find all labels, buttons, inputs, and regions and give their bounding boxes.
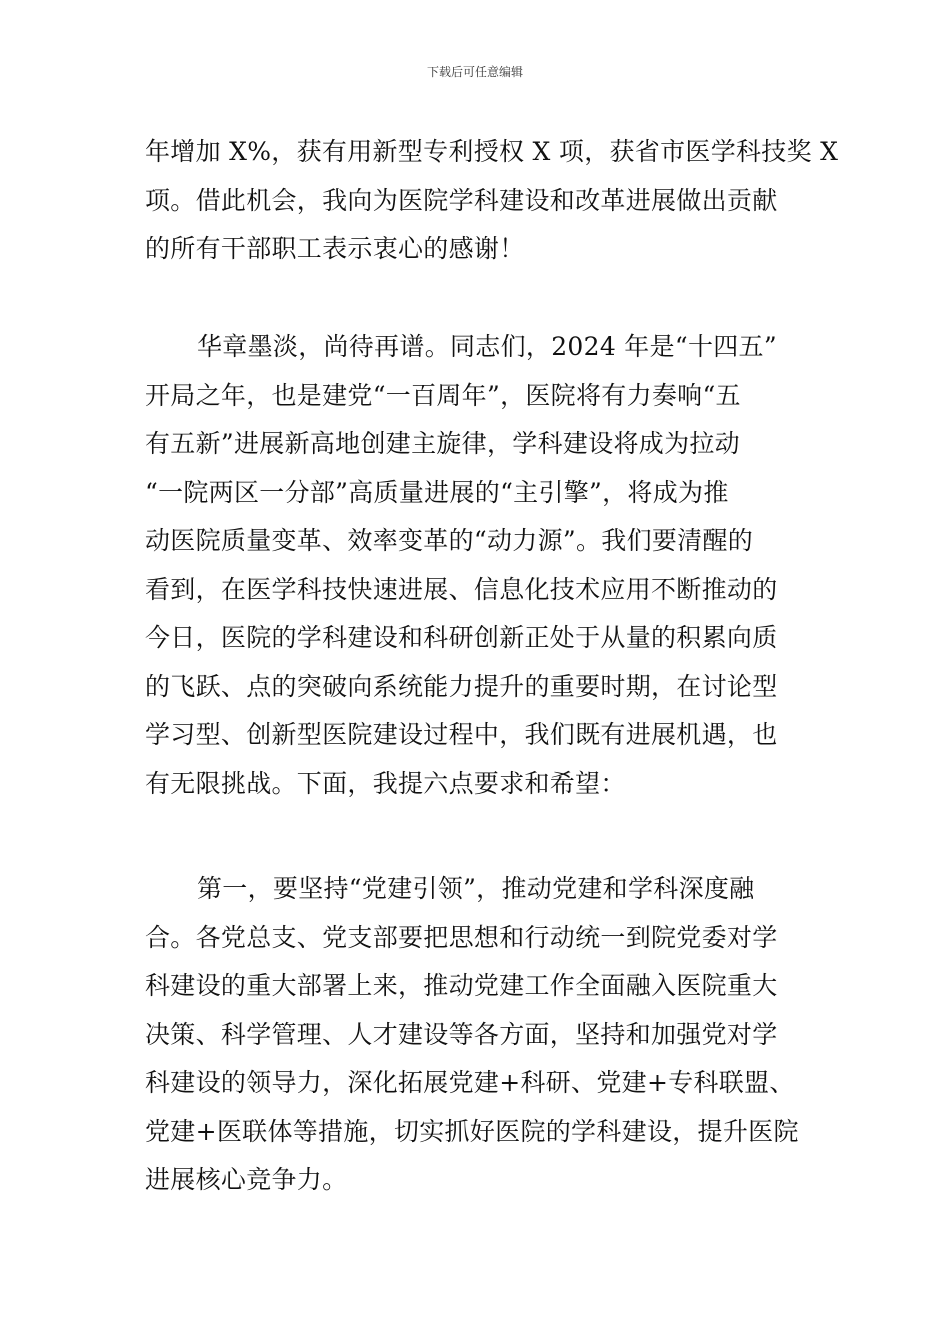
text-line: 党建+医联体等措施，切实抓好医院的学科建设，提升医院 — [145, 1116, 799, 1146]
text-line: 有五新”进展新高地创建主旋律，学科建设将成为拉动 — [145, 429, 740, 458]
text-line: 科建设的领导力，深化拓展党建+科研、党建+专科联盟、 — [145, 1068, 795, 1097]
text-line: 项。借此机会，我向为医院学科建设和改革进展做出贡献 — [145, 185, 778, 215]
text-line: 今日，医院的学科建设和科研创新正处于从量的积累向质 — [145, 623, 778, 652]
text-line: 的所有干部职工表示衷心的感谢！ — [145, 234, 525, 263]
text-line: 科建设的重大部署上来，推动党建工作全面融入医院重大 — [145, 971, 778, 1000]
text-line: 合。各党总支、党支部要把思想和行动统一到院党委对学 — [145, 922, 778, 952]
text-line: 看到，在医学科技快速进展、信息化技术应用不断推动的 — [145, 574, 778, 604]
text-line: 进展核心竞争力。 — [145, 1165, 348, 1194]
text-line: 决策、科学管理、人才建设等各方面，坚持和加强党对学 — [145, 1019, 778, 1049]
paragraph-achievements — [145, 128, 839, 274]
text-line: 年增加 X%，获有用新型专利授权 X 项，获省市医学科技奖 X — [145, 137, 839, 166]
paragraph-outlook — [145, 323, 807, 808]
text-line: 的飞跃、点的突破向系统能力提升的重要时期，在讨论型 — [145, 671, 778, 701]
text-line: “一院两区一分部”高质量进展的“主引擎”，将成为推 — [145, 477, 729, 507]
paragraph-first-requirement — [145, 865, 807, 1205]
text-line: 华章墨淡，尚待再谱。同志们，2024 年是“十四五” — [197, 332, 777, 361]
text-line: 第一，要坚持“党建引领”，推动党建和学科深度融 — [197, 874, 755, 903]
text-line: 开局之年，也是建党“一百周年”，医院将有力奏响“五 — [145, 380, 741, 410]
text-line: 学习型、创新型医院建设过程中，我们既有进展机遇，也 — [145, 720, 778, 749]
text-line: 动医院质量变革、效率变革的“动力源”。我们要清醒的 — [145, 526, 754, 555]
text-line: 有无限挑战。下面，我提六点要求和希望： — [145, 768, 626, 798]
page-header-note: 下载后可任意编辑 — [426, 65, 523, 79]
